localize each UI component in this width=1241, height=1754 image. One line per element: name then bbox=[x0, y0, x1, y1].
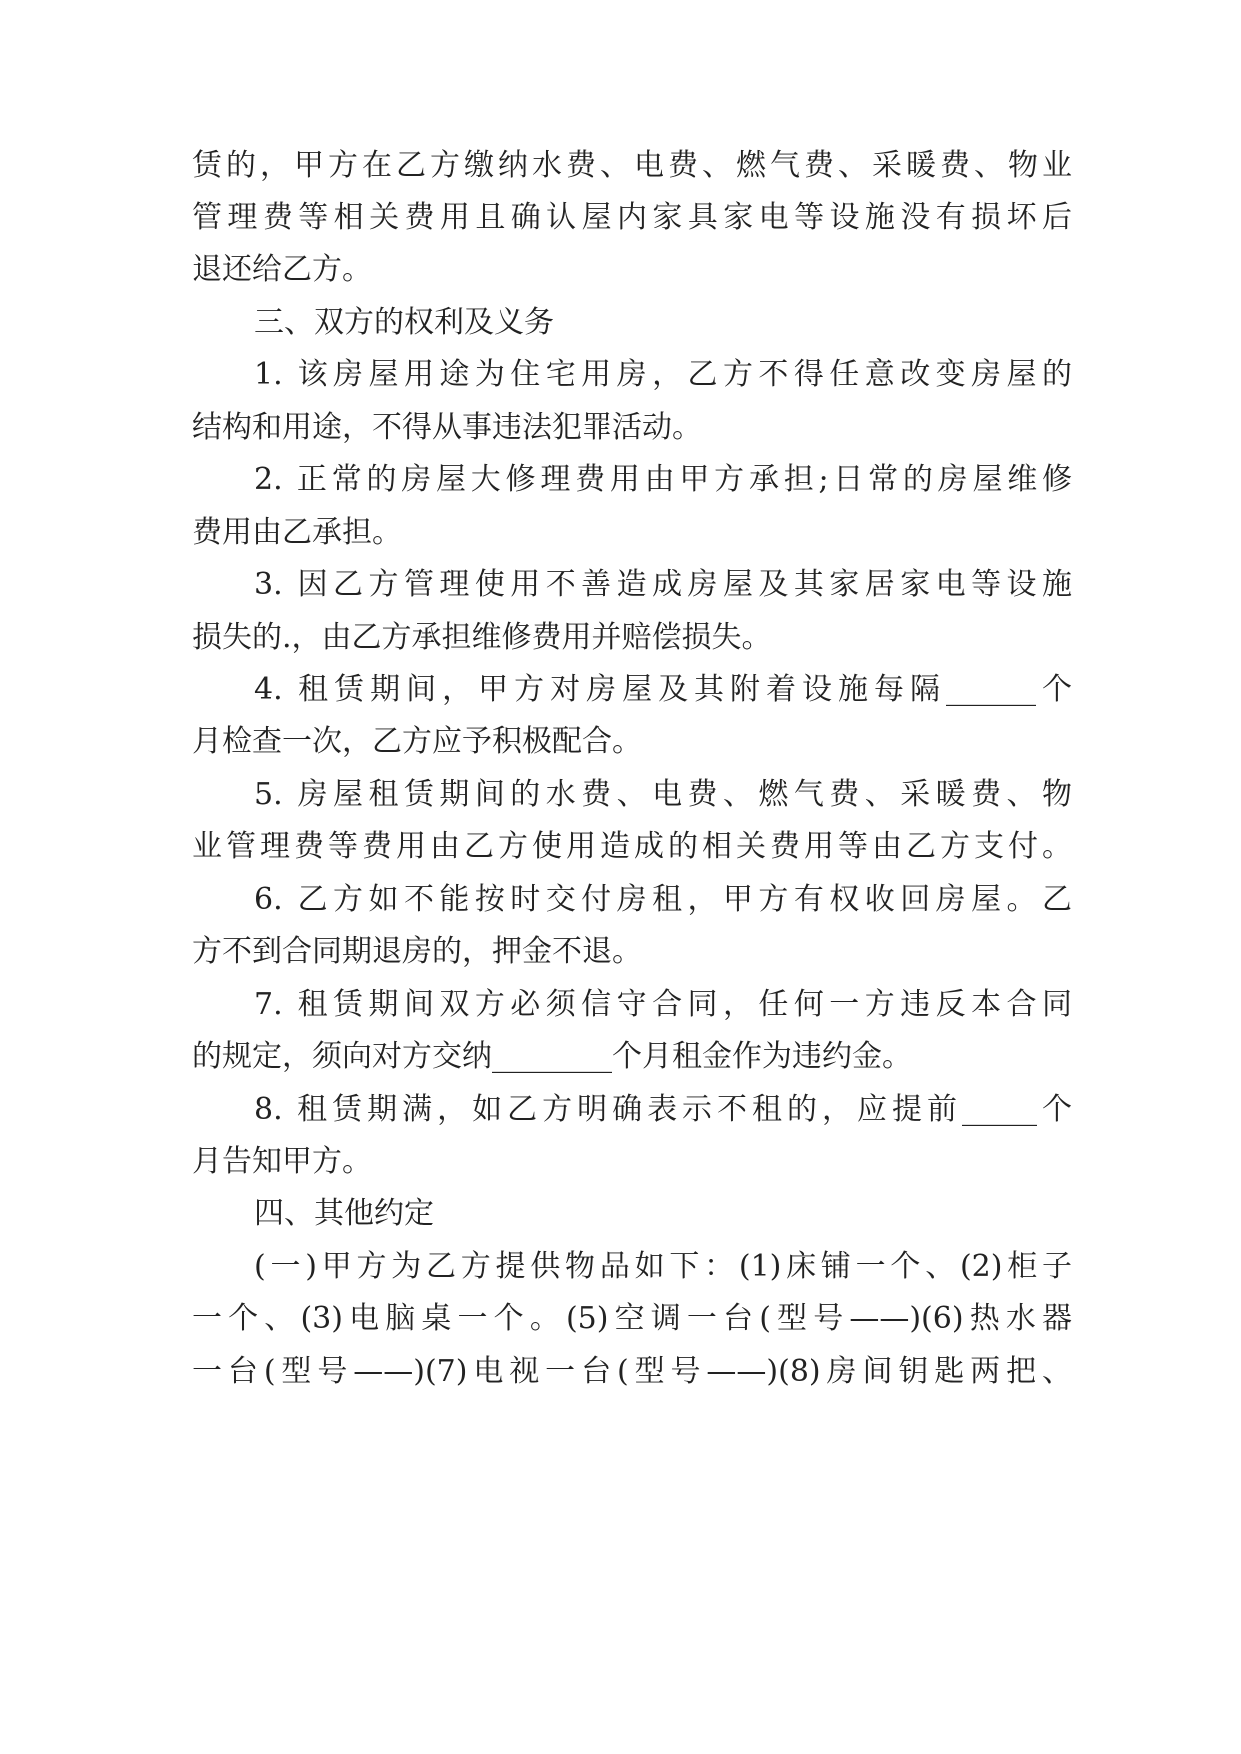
intro-line-3: 退还给乙方。 bbox=[192, 252, 372, 287]
other-item-line-3: 一台(型号——)(7)电视一台(型号——)(8)房间钥匙两把、 bbox=[192, 1354, 1072, 1389]
item7-line-2: 的规定，须向对方交纳________个月租金作为违约金。 bbox=[192, 1039, 912, 1074]
item7-line-1: 7. 租赁期间双方必须信守合同，任何一方违反本合同 bbox=[254, 987, 1072, 1022]
item5-line-2: 业管理费等费用由乙方使用造成的相关费用等由乙方支付。 bbox=[192, 829, 1072, 864]
item8-line-2: 月告知甲方。 bbox=[192, 1144, 372, 1179]
item2-line-2: 费用由乙承担。 bbox=[192, 515, 402, 550]
item6-line-2: 方不到合同期退房的，押金不退。 bbox=[192, 934, 642, 969]
item4-line-1: 4. 租赁期间，甲方对房屋及其附着设施每隔______个 bbox=[254, 672, 1072, 707]
other-item-line-1: (一)甲方为乙方提供物品如下：(1)床铺一个、(2)柜子 bbox=[254, 1249, 1072, 1284]
item6-line-1: 6. 乙方如不能按时交付房租，甲方有权收回房屋。乙 bbox=[254, 882, 1072, 917]
intro-line-1: 赁的，甲方在乙方缴纳水费、电费、燃气费、采暖费、物业 bbox=[192, 148, 1072, 183]
intro-line-2: 管理费等相关费用且确认屋内家具家电等设施没有损坏后 bbox=[192, 200, 1072, 235]
section3-heading: 三、双方的权利及义务 bbox=[254, 305, 554, 340]
item2-line-1: 2. 正常的房屋大修理费用由甲方承担;日常的房屋维修 bbox=[254, 462, 1072, 497]
item1-line-1: 1. 该房屋用途为住宅用房，乙方不得任意改变房屋的 bbox=[254, 357, 1072, 392]
item3-line-2: 损失的.，由乙方承担维修费用并赔偿损失。 bbox=[192, 620, 772, 655]
item3-line-1: 3. 因乙方管理使用不善造成房屋及其家居家电等设施 bbox=[254, 567, 1072, 602]
item8-line-1: 8. 租赁期满，如乙方明确表示不租的，应提前_____个 bbox=[254, 1092, 1072, 1127]
section4-heading: 四、其他约定 bbox=[254, 1196, 434, 1231]
other-item-line-2: 一个、(3)电脑桌一个。(5)空调一台(型号——)(6)热水器 bbox=[192, 1301, 1072, 1336]
item5-line-1: 5. 房屋租赁期间的水费、电费、燃气费、采暖费、物 bbox=[254, 777, 1072, 812]
item1-line-2: 结构和用途，不得从事违法犯罪活动。 bbox=[192, 410, 702, 445]
item4-line-2: 月检查一次，乙方应予积极配合。 bbox=[192, 724, 642, 759]
